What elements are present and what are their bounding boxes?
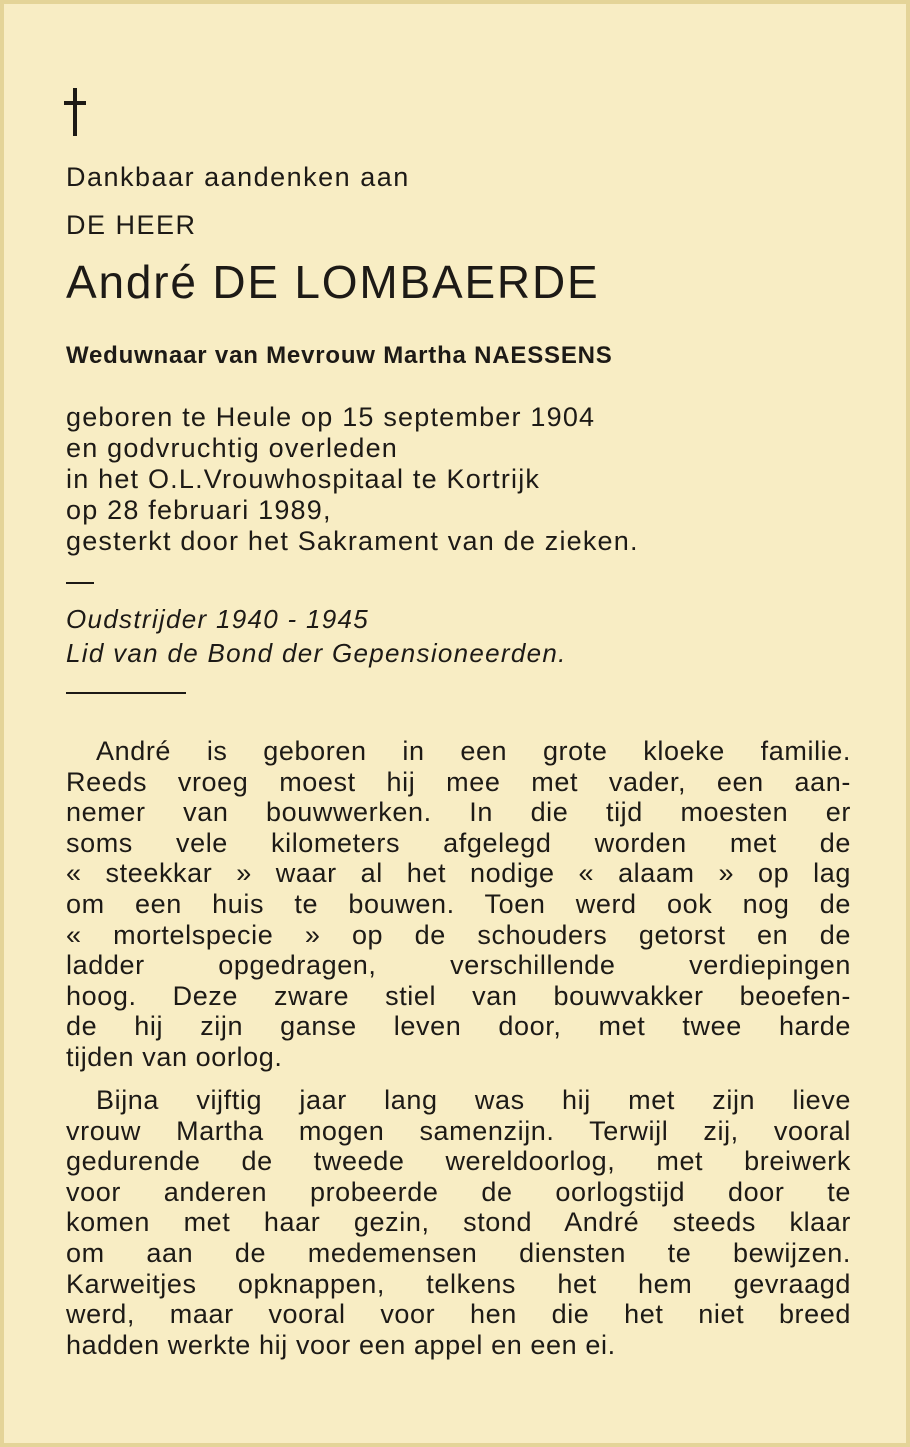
widower-of-text: Weduwnaar van Mevrouw Martha NAESSENS — [66, 342, 613, 369]
paragraph-line: om een huis te bouwen. Toen werd ook nog de — [66, 888, 851, 919]
long-divider — [66, 692, 186, 694]
veteran-line: Lid van de Bond der Gepensioneerden. — [66, 638, 567, 668]
bio-line: en godvruchtig overleden — [66, 433, 399, 463]
cross-horizontal-bar — [64, 101, 86, 105]
bio-line: gesterkt door het Sakrament van de zieken. — [66, 526, 639, 556]
paragraph-line: Reeds vroeg moest hij mee met vader, een aan- — [66, 766, 851, 797]
paragraph-line: gedurende de tweede wereldoorlog, met breiwerk — [66, 1146, 851, 1177]
paragraph-line: « mortelspecie » op de schouders getorst en de — [66, 919, 851, 950]
paragraph-line: voor anderen probeerde de oorlogstijd door te — [66, 1176, 851, 1207]
paragraph-line: hoog. Deze zware stiel van bouwvakker beoefen- — [66, 980, 851, 1011]
honorific-text: DE HEER — [66, 210, 197, 240]
paragraph-line: ladder opgedragen, verschillende verdiepingen — [66, 950, 851, 981]
paragraph-line: nemer van bouwwerken. In die tijd moesten er — [66, 797, 851, 828]
paragraph-line: tijden van oorlog. — [66, 1041, 283, 1072]
deceased-name: André DE LOMBAERDE — [66, 256, 600, 308]
veteran-block — [66, 602, 567, 670]
cross-icon — [62, 88, 88, 138]
paragraph-line: komen met haar gezin, stond André steeds klaar — [66, 1207, 851, 1238]
paragraph-line: om aan de medemensen diensten te bewijzen. — [66, 1237, 851, 1268]
paragraph-line: vrouw Martha mogen samenzijn. Terwijl zij, vooral — [66, 1115, 851, 1146]
life-paragraph-1 — [66, 736, 851, 1073]
biography-block — [66, 402, 639, 557]
intro-text: Dankbaar aandenken aan — [66, 162, 410, 192]
bio-line: geboren te Heule op 15 september 1904 — [66, 402, 596, 432]
paragraph-line: de hij zijn ganse leven door, met twee harde — [66, 1011, 851, 1042]
short-divider — [66, 582, 94, 584]
paragraph-line: Bijna vijftig jaar lang was hij met zijn lieve — [96, 1085, 851, 1115]
paragraph-line: soms vele kilometers afgelegd worden met de — [66, 827, 851, 858]
bio-line: in het O.L.Vrouwhospitaal te Kortrijk — [66, 464, 541, 494]
life-paragraph-2 — [66, 1085, 851, 1360]
bio-line: op 28 februari 1989, — [66, 495, 332, 525]
paragraph-line: Karweitjes opknappen, telkens het hem gevraagd — [66, 1268, 851, 1299]
paragraph-line: werd, maar vooral voor hen die het niet breed — [66, 1299, 851, 1330]
paragraph-line: hadden werkte hij voor een appel en een ei. — [66, 1329, 616, 1360]
paragraph-line: « steekkar » waar al het nodige « alaam » op lag — [66, 858, 851, 889]
paragraph-line: André is geboren in een grote kloeke familie. — [96, 736, 851, 766]
cross-vertical-bar — [73, 88, 77, 136]
veteran-line: Oudstrijder 1940 - 1945 — [66, 604, 370, 634]
